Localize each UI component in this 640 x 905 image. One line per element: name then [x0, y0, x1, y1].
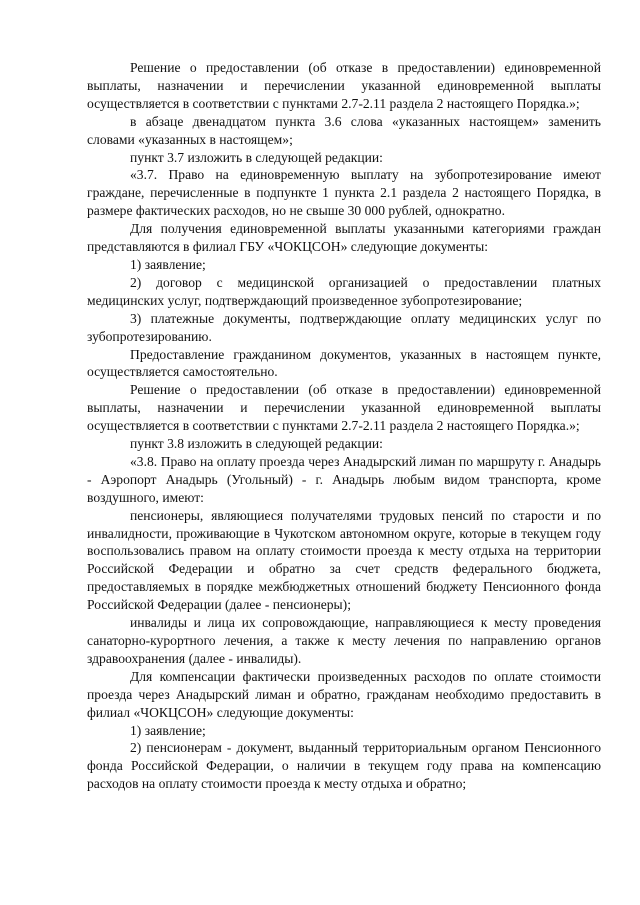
paragraph: Предоставление гражданином документов, указанных в настоящем пункте, осуществляется самостоятельно. — [87, 346, 601, 380]
paragraph: «3.8. Право на оплату проезда через Анадырский лиман по маршруту г. Анадырь - Аэропорт Анадырь (Угольный) - г. Анадырь любым видом транспорта, кроме воздушного, имеют: — [87, 453, 601, 505]
paragraph: пункт 3.8 изложить в следующей редакции: — [130, 436, 383, 452]
paragraph: Для компенсации фактически произведенных расходов по оплате стоимости проезда через Анадырский лиман и обратно, гражданам необходимо предоставить в филиал «ЧОКЦСОН» следующие документы: — [87, 668, 601, 720]
list-item: 2) договор с медицинской организацией о предоставлении платных медицинских услуг, подтверждающий произведенное зубопротезирование; — [87, 274, 601, 308]
paragraph: «3.7. Право на единовременную выплату на зубопротезирование имеют граждане, перечисленные в подпункте 1 пункта 2.1 раздела 2 настоящего Порядка, в размере фактических расходов, но не свыше 30 000 рублей, однократно. — [87, 167, 601, 219]
paragraph: Для получения единовременной выплаты указанными категориями граждан представляются в филиал ГБУ «ЧОКЦСОН» следующие документы: — [87, 221, 601, 255]
list-item: 2) пенсионерам - документ, выданный территориальным органом Пенсионного фонда Российской Федерации, о наличии в текущем году права на компенсацию расходов на оплату стоимости проезда к месту отдыха и обратно; — [87, 740, 601, 792]
list-item: 1) заявление; — [130, 722, 206, 738]
list-item: 1) заявление; — [130, 256, 206, 272]
paragraph: Решение о предоставлении (об отказе в предоставлении) единовременной выплаты, назначении и перечислении указанной единовременной выплаты осуществляется в соответствии с пунктами 2.7-2.11 раздела 2 настоящего Порядка.»; — [87, 382, 601, 434]
list-item: 3) платежные документы, подтверждающие оплату медицинских услуг по зубопротезированию. — [87, 310, 601, 344]
paragraph: Решение о предоставлении (об отказе в предоставлении) единовременной выплаты, назначении и перечислении указанной единовременной выплаты осуществляется в соответствии с пунктами 2.7-2.11 раздела 2 настоящего Порядка.»; — [87, 60, 601, 111]
paragraph: пункт 3.7 изложить в следующей редакции: — [130, 149, 383, 165]
paragraph: в абзаце двенадцатом пункта 3.6 слова «указанных настоящем» заменить словами «указанных в настоящем»; — [87, 113, 601, 147]
paragraph: инвалиды и лица их сопровождающие, направляющиеся к месту проведения санаторно-курортного лечения, а также к месту лечения по направлению органов здравоохранения (далее - инвалиды). — [87, 615, 601, 666]
document-page — [87, 59, 601, 793]
paragraph: пенсионеры, являющиеся получателями трудовых пенсий по старости и по инвалидности, проживающие в Чукотском автономном округе, которые в текущем году воспользовались правом на оплату стоимости проезда к месту отдыха на территории Российской Федерации и обратно за счет средств федерального бюджета, предоставляемых в порядке межбюджетных отношений бюджету Пенсионного фонда Российской Федерации (далее - пенсионеры); — [87, 507, 601, 613]
